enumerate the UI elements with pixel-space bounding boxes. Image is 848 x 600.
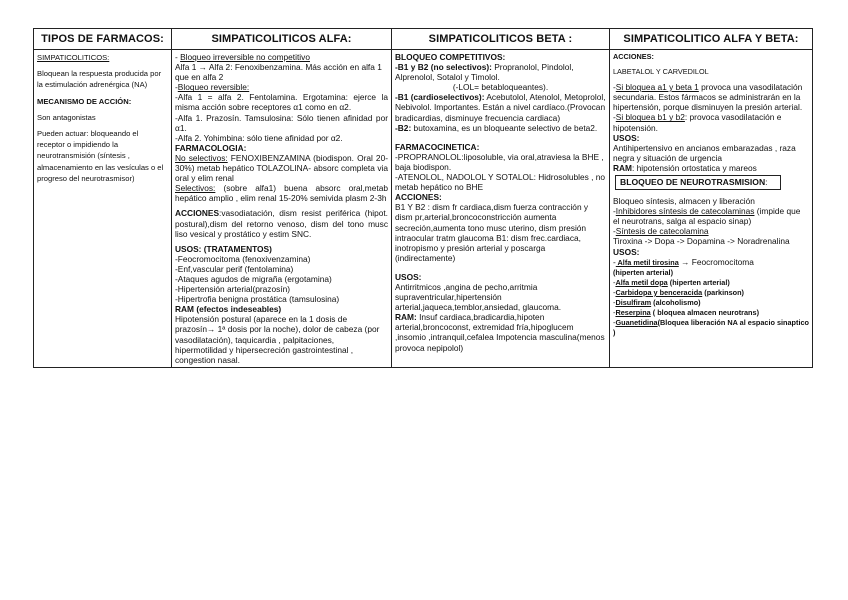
usos-title: USOS:	[613, 132, 640, 143]
cardioselectivos-text: Acebutolol, Atenolol, Metoprolol, Nebivolol. Importantes. Están a nivel cardíaco.(Provocan bradicardias, disminuye frecuencia cardiaca)	[395, 92, 606, 123]
cell-alfa-beta	[610, 50, 813, 368]
ram-label: RAM:	[395, 312, 417, 323]
bloquea-b1-b2-text: : provoca vasodilatación e hipotensión.	[613, 112, 782, 133]
ram-text: : hipotensión ortostatica y mareos	[632, 162, 757, 173]
reserpina: Reserpina	[615, 308, 651, 318]
acciones-text: B1 Y B2 : dism fr cardiaca,dism fuerza contracción y dism pr,arterial,broncoconstricción aumenta secreción,aumenta tono musc uterino, dism presión intraocular tratm glaucoma B1: dism frec.cardiaca, inotropismo y presión arterial y poscarga (indirectamente)	[395, 202, 589, 263]
box-title: BLOQUEO DE NEUROTRASMISION	[620, 177, 766, 188]
box-suffix: :	[765, 177, 768, 188]
ram-text: Insuf cardiaca,bradicardia,hipoten arterial,broncoconst, extremidad fría,hipoglucem ,insomio ,intranquil,cefalea Impotencia masculina(menos provoca nepipolol)	[395, 312, 605, 353]
prefix: -	[613, 82, 616, 93]
alfa-metil-tirosina-note: (hiperten arterial)	[613, 267, 674, 277]
disulfiram-text: (alcoholismo)	[651, 297, 701, 307]
actuacion-text: Pueden actuar: bloqueando el receptor o impidiendo la neurotransmisión (síntesis , almacenamiento en las vesículas o el progreso del neurotrasmisor)	[37, 129, 164, 183]
uso-enf-vascular: -Enf,vascular perif (fentolamina)	[175, 263, 294, 274]
sintesis-chain: Tiroxina -> Dopa -> Dopamina -> Noradrenalina	[613, 236, 790, 247]
alfa-metil-dopa: Alfa metil dopa	[615, 277, 668, 287]
cell-tipos	[34, 50, 172, 368]
header-tipos: TIPOS DE FARMACOS:	[34, 29, 172, 50]
prefix: -	[613, 318, 616, 328]
farmacologia-title: FARMACOLOGIA:	[175, 142, 247, 153]
simpaticoliticos-desc: Bloquean la respuesta producida por la estimulación adrenérgica (NA)	[37, 69, 162, 90]
selectivos-label: Selectivos:	[175, 183, 216, 194]
inhibidores-text: (impide que el neurotrans, salga al espacio sinap)	[613, 206, 801, 227]
bloqueo-irreversible: Bloqueo irreversible no competitivo	[180, 52, 310, 62]
carbidopa: Carbidopa y benceracida	[615, 287, 703, 297]
prefix: -	[175, 52, 181, 62]
guanetidina: Guanetidina	[615, 318, 658, 328]
atenolol-text: -ATENOLOL, NADOLOL Y SOTALOL: Hidrosolubles , no metab hepático no BHE	[395, 172, 606, 193]
prefix: -	[175, 82, 178, 93]
b2-text: butoxamina, es un bloqueante selectivo de beta2.	[411, 122, 598, 133]
prefix: -	[613, 277, 616, 287]
usos-title: USOS: (TRATAMENTOS)	[175, 243, 272, 254]
farmacocinetica-title: FARMACOCINETICA:	[395, 141, 480, 152]
alfa-fentolamina: -Alfa 1 = alfa 2. Fentolamina. Ergotamina: ejerce la misma acción sobre receptores α1 como en α2.	[175, 92, 388, 113]
bloquea-a1-b1-text: provoca una vasodilatación secundaria. Estos fármacos se administrarán en la hipertensión, porque disminuyen la presión arterial.	[613, 82, 803, 113]
ram-title: RAM (efectos indeseables)	[175, 304, 282, 315]
uso-hipertension: -Hipertensión arterial(prazosín)	[175, 284, 291, 295]
bloqueo-neurotrasmision-box	[615, 175, 781, 190]
usos-text: Antihipertensivo en ancianos embarazadas , raza negra y situación de urgencia	[613, 142, 796, 163]
no-selectivos-text: FENOXIBENZAMINA (biodispon. Oral 20-30%) metab hepático TOLAZOLINA- absorc completa via oral y elim renal	[175, 152, 388, 184]
bloquea-a1-b1: Si bloquea a1 y beta 1	[615, 82, 699, 93]
alfa-metil-dopa-text: (hiperten arterial)	[667, 277, 730, 287]
alfa-prazosin: -Alfa 1. Prazosín. Tamsulosina: Sólo tienen afinidad por α1.	[175, 112, 388, 133]
header-beta: SIMPATICOLITICOS BETA :	[392, 29, 610, 50]
prefix: -	[613, 112, 616, 123]
cardioselectivos-label: -B1 (cardioselectivos):	[395, 92, 485, 103]
disulfiram: Disulfiram	[615, 297, 652, 307]
lol-note: (-LOL= betabloqueantes).	[452, 82, 549, 93]
prefix: -	[613, 206, 616, 217]
usos2-title: USOS:	[613, 246, 640, 257]
mecanismo-title: MECANISMO DE ACCIÓN:	[37, 96, 132, 106]
header-alfa: SIMPATICOLITICOS ALFA:	[172, 29, 392, 50]
uso-feocromocitoma: -Feocromocitoma (fenoxivenzamina)	[175, 253, 311, 264]
acciones-title: ACCIONES:	[613, 52, 654, 61]
mecanismo-text: Son antagonistas	[37, 112, 96, 122]
pharmacology-table	[33, 28, 813, 368]
cell-alfa	[172, 50, 392, 368]
acciones-title: ACCIONES:	[395, 192, 442, 203]
no-selectivos-label: No selectivos:	[175, 152, 228, 163]
sintesis-catecolamina: Síntesis de catecolamina	[615, 226, 709, 237]
header-row	[34, 29, 813, 50]
prefix: -	[613, 308, 616, 318]
prefix: -	[613, 297, 616, 307]
b2-label: -B2:	[395, 122, 412, 133]
bloqueo-reversible: Bloqueo reversible:	[177, 82, 250, 93]
usos-title: USOS:	[395, 271, 422, 282]
ram-label: RAM	[613, 162, 633, 173]
alfa-metil-tirosina: Alfa metil tirosina	[615, 257, 679, 267]
carbidopa-text: (parkinson)	[702, 287, 744, 297]
drugs-list: LABETALOL Y CARVEDILOL	[613, 67, 709, 77]
content-row	[34, 50, 813, 368]
prefix: -	[613, 287, 616, 297]
bloqueo-competitivos-title: BLOQUEO COMPETITIVOS:	[395, 52, 506, 62]
acciones-text: :vasodiatación, dism resist periférica (hipot. postural),dism del retorno venoso, dism del tono musc liso vesical y prostático y estim SNC.	[175, 208, 388, 239]
usos-text: Antirritmicos ,angina de pecho,arritmia supraventricular,hipertensión arterial,jaqueca,temblor,ansiedad, glaucoma.	[395, 281, 562, 313]
cell-beta	[392, 50, 610, 368]
ram-text: Hipotensión postural (aparece en la 1 dosis de prazosín→ 1ª dosis por la noche), dolor de cabeza (por vasodilatación), taquicardia , palpitaciones, hipermotilidad y hipersecreción gastrointestinal , congestion nasal.	[175, 314, 380, 365]
alfa-yohimbina: -Alfa 2. Yohimbina: sólo tiene afinidad por α2.	[175, 132, 343, 143]
no-selectivos-text: Propranolol, Pindolol, Alprenolol, Sotalol y Timolol.	[395, 62, 574, 83]
bloqueo-sintesis: Bloqueo síntesis, almacen y liberación	[613, 196, 755, 207]
simpaticoliticos-title: SIMPATICOLITICOS:	[37, 53, 110, 62]
inhibidores-sintesis: Inhibidores síntesis de catecolaminas	[615, 206, 755, 217]
uso-hipertrofia: -Hipertrofia benigna prostática (tamsulosina)	[175, 294, 340, 305]
guanetidina-text: (Bloquea liberación NA al espacio sinaptico )	[613, 318, 809, 338]
header-alfa-beta: SIMPATICOLITICO ALFA Y BETA:	[610, 29, 813, 50]
selectivos-text: (sobre alfa1) buena absorc oral,metab hepático amplio , elim renal 15-20% semivida plasm 2-3h	[175, 183, 388, 204]
bloquea-b1-b2: Si bloquea b1 y b2	[615, 112, 685, 123]
reserpina-text: ( bloquea almacen neurotrans)	[650, 308, 759, 318]
alfa-fenoxibenzamina: Alfa 1 → Alfa 2: Fenoxibenzamina. Más acción en alfa 1 que en alfa 2	[175, 62, 382, 83]
prefix: -	[613, 256, 616, 267]
propranolol-text: -PROPRANOLOL:liposoluble, via oral,atraviesa la BHE , baja biodispon.	[395, 151, 604, 172]
prefix: -	[613, 226, 616, 237]
no-selectivos-label: -B1 y B2 (no selectivos):	[395, 62, 492, 73]
alfa-metil-tirosina-text: → Feocromocitoma	[678, 256, 754, 267]
acciones-label: ACCIONES	[175, 208, 220, 219]
uso-migrana: -Ataques agudos de migraña (ergotamina)	[175, 273, 332, 284]
